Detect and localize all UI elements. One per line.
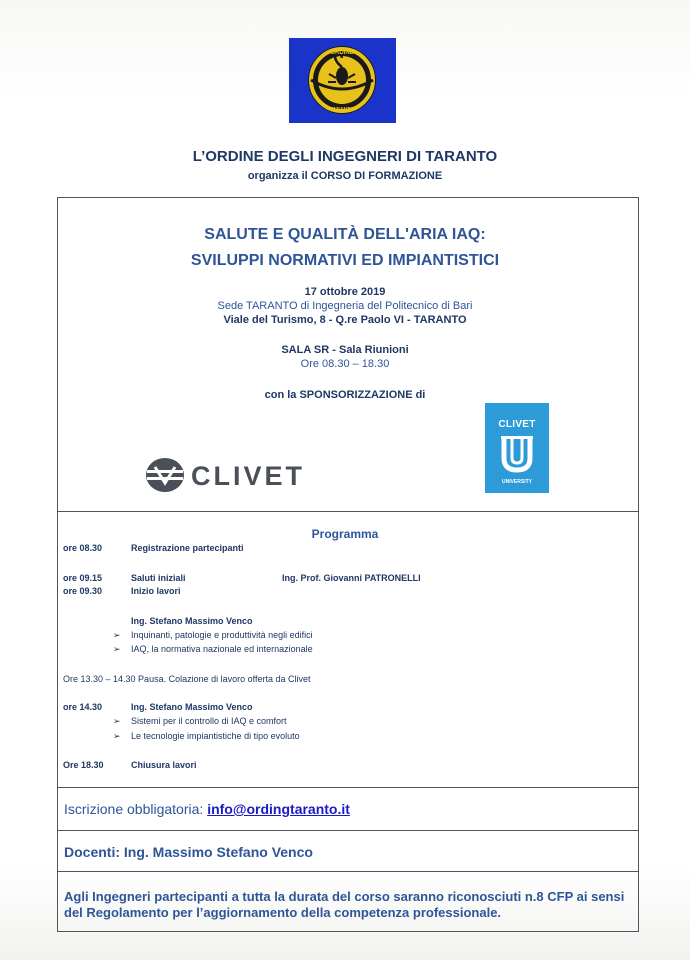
clivet-wordmark: CLIVET (191, 461, 306, 491)
program-title: Programma (311, 527, 379, 541)
time-1430: ore 14.30 (63, 702, 103, 712)
organizer-tagline: organizza il CORSO DI FORMAZIONE (247, 170, 443, 182)
course-venue: Sede TARANTO di Ingegneria del Politecnico di Bari (217, 300, 473, 312)
arrow-icon: ➢ (113, 630, 121, 640)
organizer-title: L’ORDINE DEGLI INGEGNERI DI TARANTO (192, 148, 498, 165)
course-date: 17 ottobre 2019 (304, 286, 386, 298)
university-u-icon (501, 436, 533, 474)
session1-bullet1: ➢ Inquinanti, patologie e produttività negli edifici (113, 630, 313, 640)
item-greetings-speaker: Ing. Prof. Giovanni PATRONELLI (282, 573, 421, 583)
item-closing: Chiusura lavori (131, 760, 197, 770)
arrow-icon: ➢ (113, 644, 121, 654)
time-0915: ore 09.15 (63, 573, 103, 583)
time-0930: ore 09.30 (63, 586, 103, 596)
course-title-line1: SALUTE E QUALITÀ DELL'ARIA IAQ: (204, 226, 486, 243)
arrow-icon: ➢ (113, 716, 121, 726)
clivet-university-logo (485, 403, 549, 493)
registration-label: Iscrizione obbligatoria: (64, 801, 204, 817)
course-address: Viale del Turismo, 8 - Q.re Paolo VI - TARANTO (223, 314, 467, 326)
svg-text:TARANTO: TARANTO (330, 107, 354, 113)
course-hours: Ore 08.30 – 18.30 (300, 358, 390, 370)
svg-text:ORDINE: ORDINE (330, 50, 354, 56)
pause-line: Ore 13.30 – 14.30 Pausa. Colazione di lavoro offerta da Clivet (63, 674, 311, 684)
clivet-logo (145, 457, 360, 498)
course-title (0, 222, 690, 274)
session1-speaker: Ing. Stefano Massimo Venco (131, 616, 253, 626)
sponsor-line: con la SPONSORIZZAZIONE di (264, 389, 426, 401)
item-start: Inizio lavori (131, 586, 181, 596)
cfp-note: Agli Ingegneri partecipanti a tutta la durata del corso saranno riconosciuti n.8 CFP ai sensi del Regolamento per l’aggiornamento della competenza professionale. (64, 889, 625, 920)
course-title-line2: SVILUPPI NORMATIVI ED IMPIANTISTICI (190, 252, 500, 269)
university-name: CLIVET (498, 419, 536, 430)
session2-bullet1: ➢ Sistemi per il controllo di IAQ e comfort (113, 716, 287, 726)
session1-bullet2: ➢ IAQ, la normativa nazionale ed internazionale (113, 644, 313, 654)
time-1830: Ore 18.30 (63, 760, 104, 770)
item-registration: Registrazione partecipanti (131, 543, 244, 553)
university-sub: UNIVERSITY (501, 479, 532, 485)
registration-line (64, 801, 350, 817)
arrow-icon: ➢ (113, 731, 121, 741)
order-logo (289, 38, 396, 123)
session2-speaker: Ing. Stefano Massimo Venco (131, 702, 253, 712)
course-room: SALA SR - Sala Riunioni (281, 344, 409, 356)
clivet-symbol-icon (146, 458, 184, 492)
time-0830: ore 08.30 (63, 543, 103, 553)
item-greetings: Saluti iniziali (131, 573, 186, 583)
registration-email-link[interactable]: info@ordingtaranto.it (207, 801, 350, 817)
scorpion-emblem-icon (289, 38, 396, 123)
teachers-line: Docenti: Ing. Massimo Stefano Venco (64, 844, 313, 860)
session2-bullet2: ➢ Le tecnologie impiantistiche di tipo evoluto (113, 731, 300, 741)
